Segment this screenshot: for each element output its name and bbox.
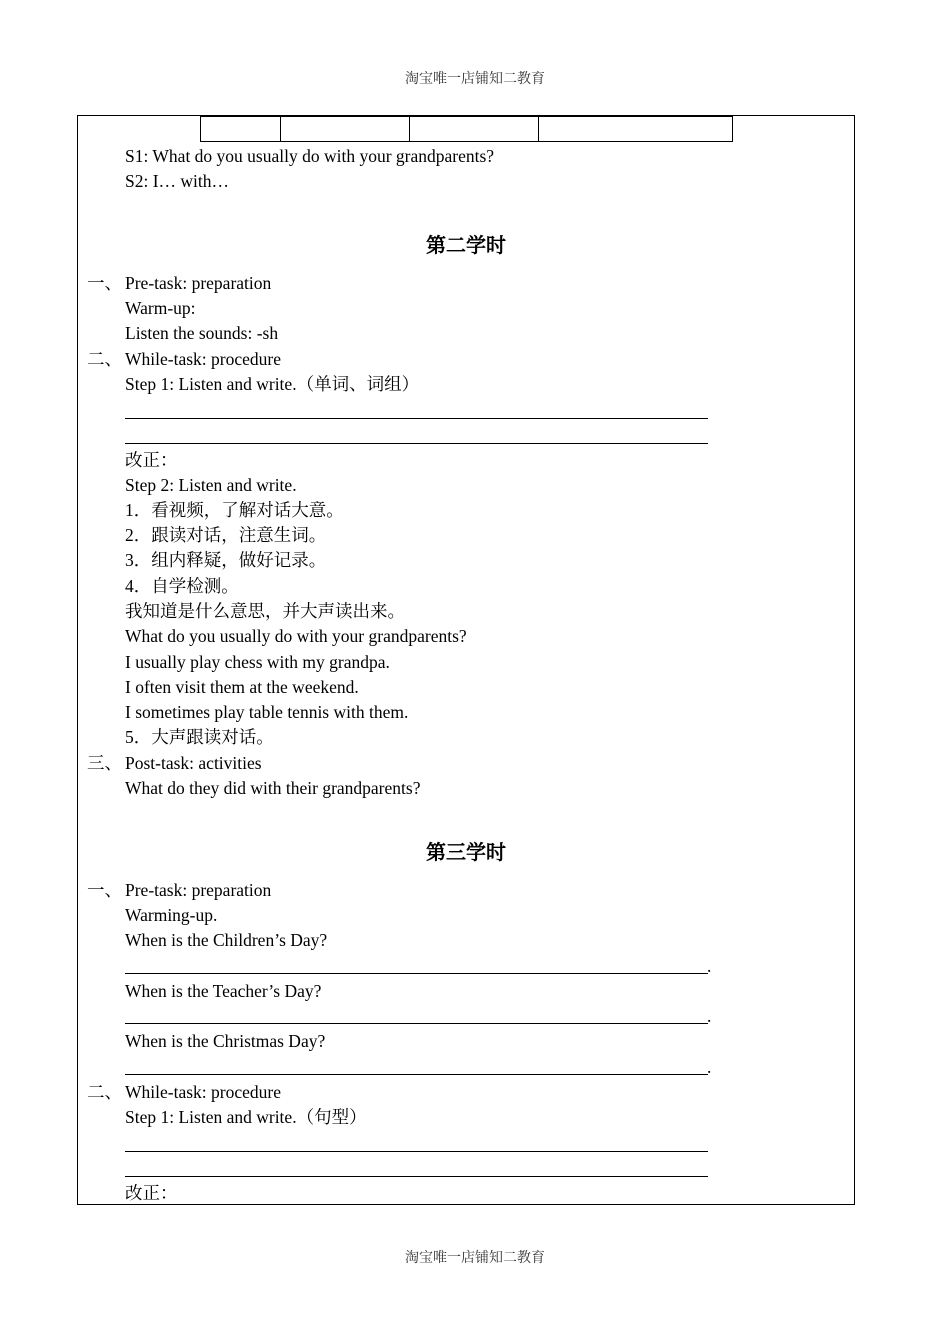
answer-period: .: [707, 1057, 712, 1077]
lesson2-sentence: I often visit them at the weekend.: [125, 677, 359, 697]
lesson2-post-question: What do they did with their grandparents?: [125, 778, 421, 798]
dialogue-s1: S1: What do you usually do with your grandparents?: [125, 146, 495, 166]
lesson2-sec3-number: 三、: [87, 753, 122, 773]
lesson2-warmup: Warm-up:: [125, 298, 196, 318]
lesson2-sec2-title: While-task: procedure: [125, 349, 281, 369]
lesson2-sec1-number: 一、: [87, 273, 122, 293]
lesson2-item-5: 5．大声跟读对话。: [125, 727, 274, 747]
lesson2-item-2: 2．跟读对话，注意生词。: [125, 525, 327, 545]
lesson2-sentence: I sometimes play table tennis with them.: [125, 702, 409, 722]
lesson2-sec1-title: Pre-task: preparation: [125, 273, 272, 293]
lesson2-sentence: I usually play chess with my grandpa.: [125, 652, 390, 672]
lesson2-item-3: 3．组内释疑，做好记录。: [125, 550, 327, 570]
page-header: 淘宝唯一店铺知二教育: [405, 72, 545, 87]
lesson3-title: 第三学时: [426, 842, 506, 864]
lesson2-know: 我知道是什么意思，并大声读出来。: [125, 601, 405, 621]
lesson2-step1: Step 1: Listen and write.（单词、词组）: [125, 374, 420, 394]
page-footer: 淘宝唯一店铺知二教育: [405, 1251, 545, 1266]
lesson2-title: 第二学时: [426, 235, 506, 257]
answer-period: .: [707, 1006, 712, 1026]
table-cell: [409, 116, 539, 142]
lesson3-question-3: When is the Christmas Day?: [125, 1031, 326, 1051]
lesson2-step2: Step 2: Listen and write.: [125, 475, 297, 495]
lesson2-sec2-number: 二、: [87, 349, 122, 369]
top-table-fragment: [200, 116, 733, 142]
dialogue-s2: S2: I… with…: [125, 171, 230, 191]
lesson2-sec3-title: Post-task: activities: [125, 753, 262, 773]
answer-line: [125, 1151, 708, 1152]
lesson2-sentence: What do you usually do with your grandparents?: [125, 626, 467, 646]
lesson3-sec2-title: While-task: procedure: [125, 1082, 281, 1102]
lesson3-sec1-title: Pre-task: preparation: [125, 880, 272, 900]
answer-line: [125, 1176, 708, 1177]
lesson3-correction: 改正：: [125, 1183, 178, 1203]
lesson2-item-4: 4．自学检测。: [125, 576, 239, 596]
table-cell: [200, 116, 281, 142]
answer-line: [125, 1074, 708, 1075]
lesson2-correction: 改正：: [125, 450, 178, 470]
lesson2-listen-sounds: Listen the sounds: -sh: [125, 323, 279, 343]
answer-line: [125, 1023, 708, 1024]
lesson3-sec2-number: 二、: [87, 1082, 122, 1102]
answer-line: [125, 418, 708, 419]
lesson3-step1: Step 1: Listen and write.（句型）: [125, 1107, 367, 1127]
lesson3-question-2: When is the Teacher’s Day?: [125, 981, 322, 1001]
table-cell: [280, 116, 410, 142]
lesson3-question-1: When is the Children’s Day?: [125, 930, 328, 950]
table-cell: [538, 116, 733, 142]
answer-line: [125, 973, 708, 974]
lesson3-sec1-number: 一、: [87, 880, 122, 900]
answer-line: [125, 443, 708, 444]
lesson3-warmup: Warming-up.: [125, 905, 218, 925]
answer-period: .: [707, 956, 712, 976]
lesson2-item-1: 1．看视频，了解对话大意。: [125, 500, 344, 520]
